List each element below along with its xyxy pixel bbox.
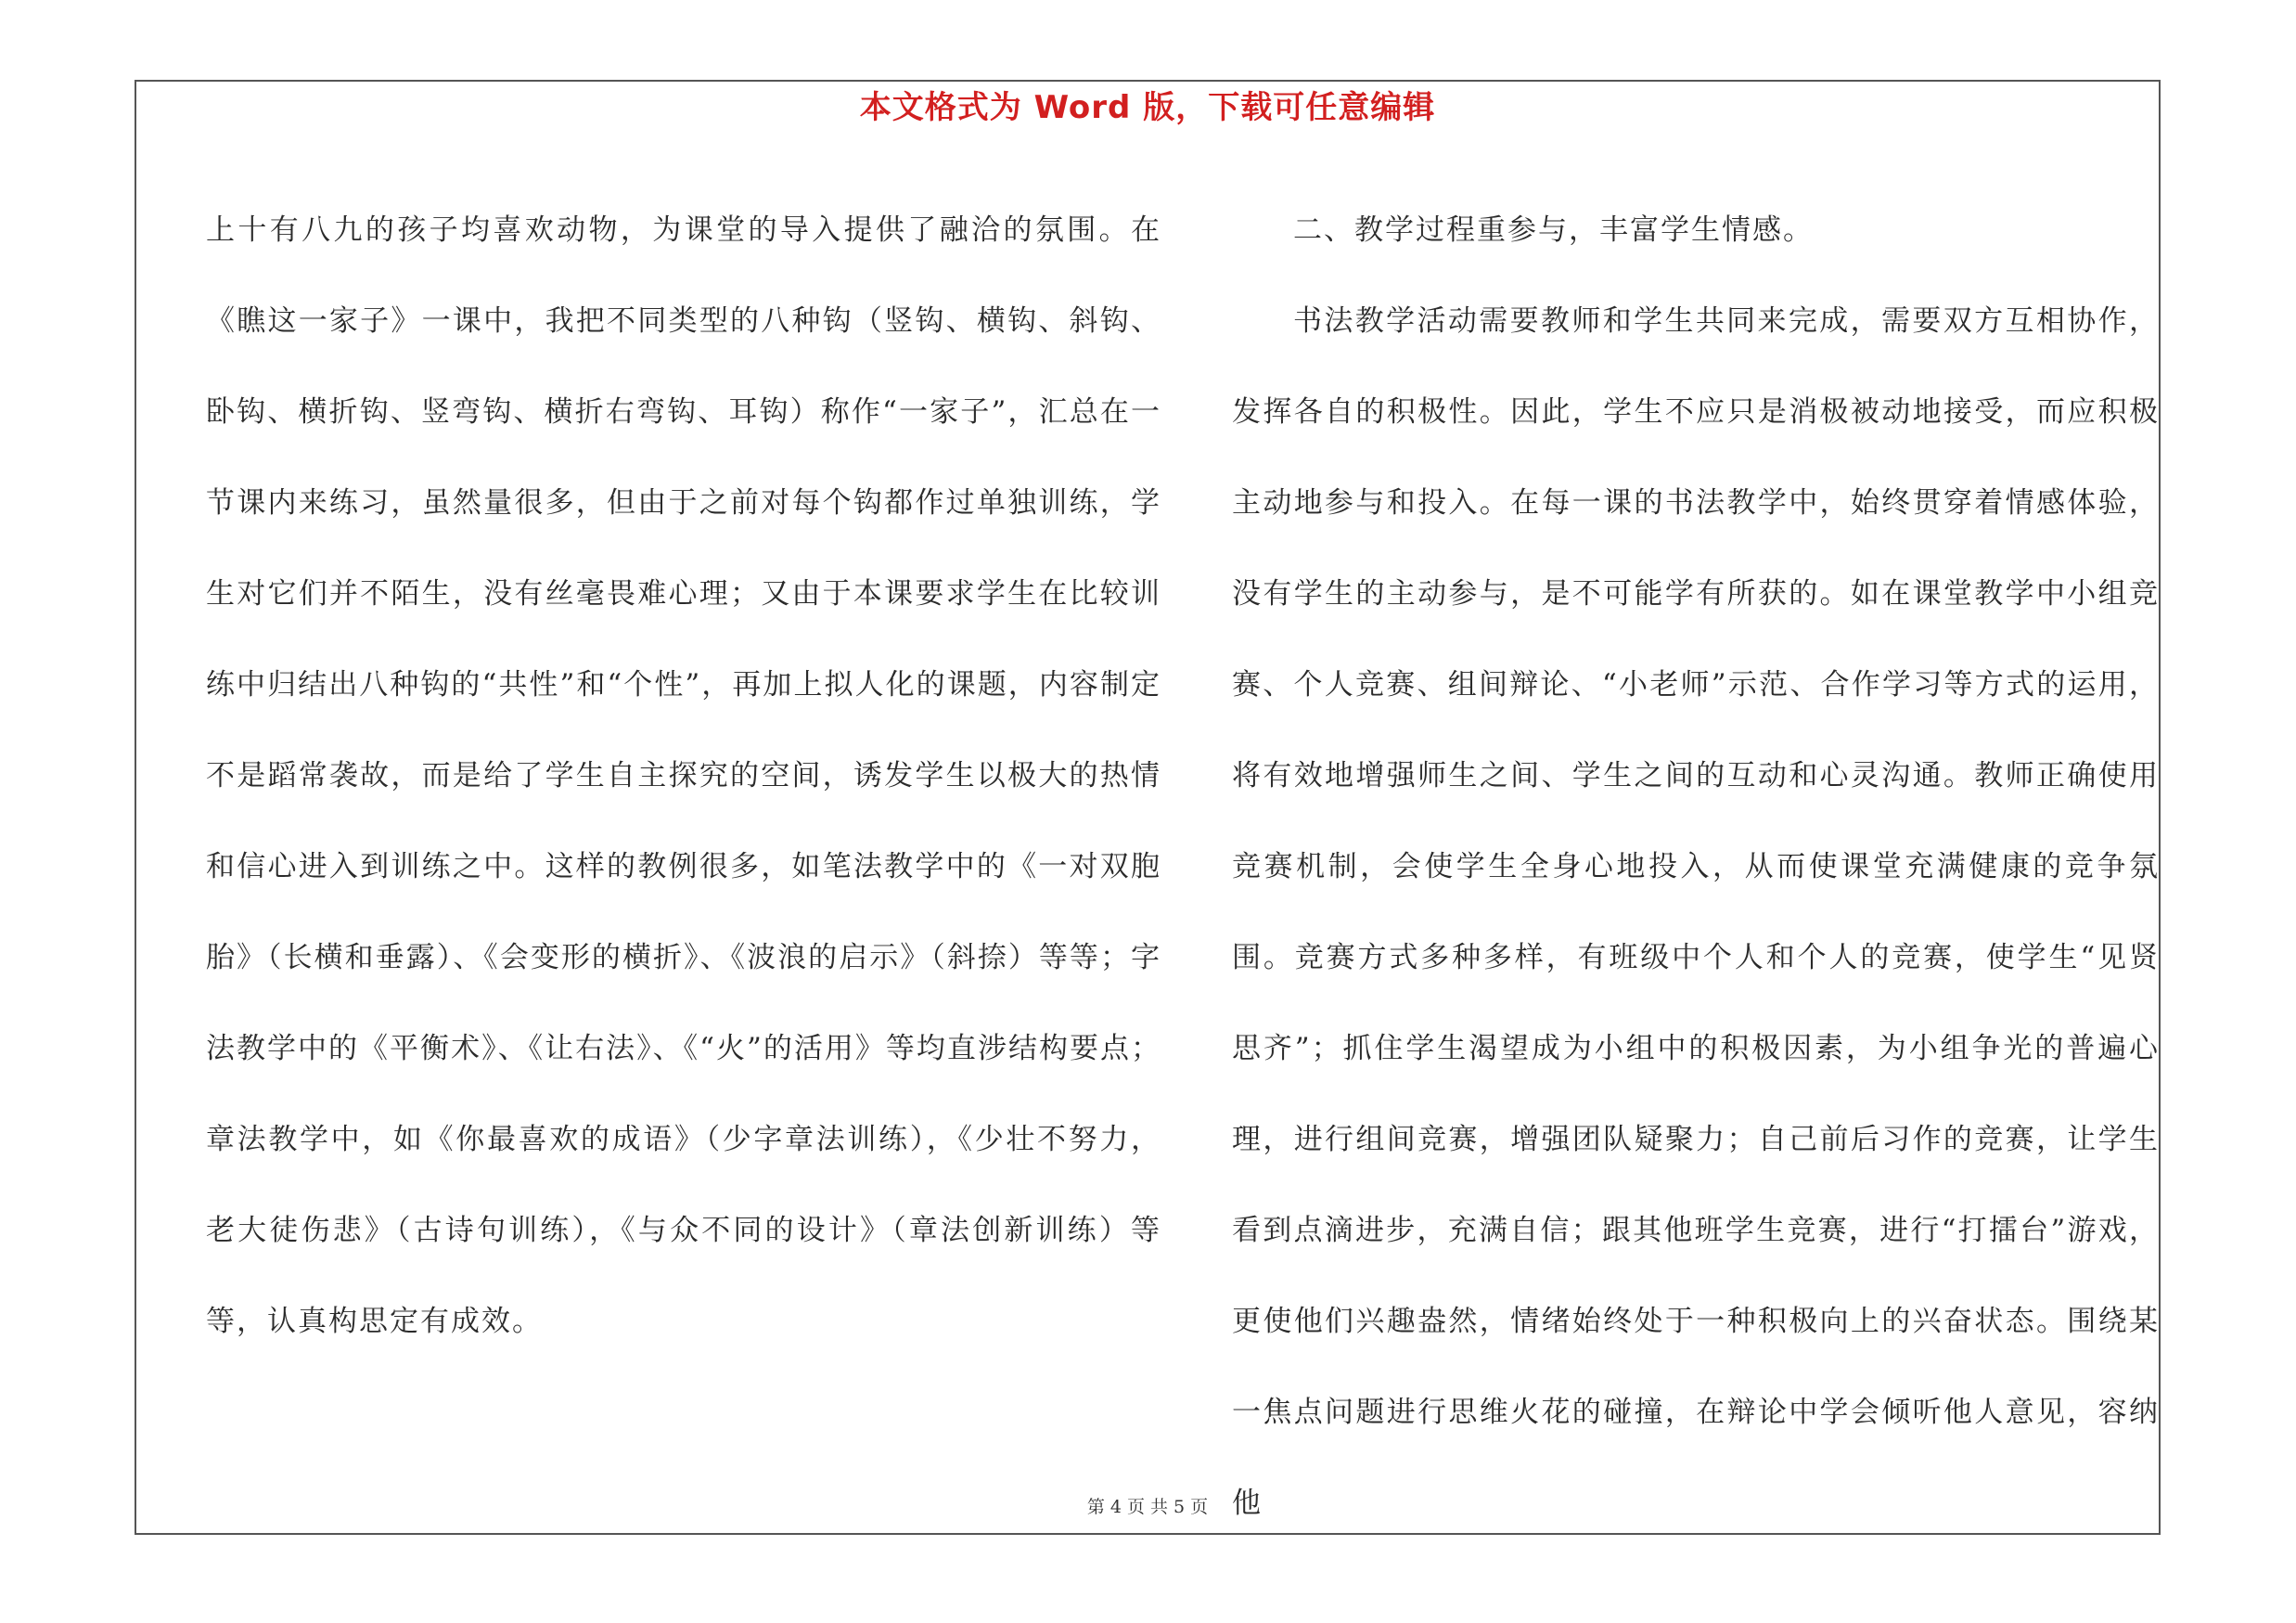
left-body-paragraph: 上十有八九的孩子均喜欢动物，为课堂的导入提供了融洽的氛围。在《瞧这一家子》一课中，我把不同类型的八种钩（竖钩、横钩、斜钩、卧钩、横折钩、竖弯钩、横折右弯钩、耳钩）称作“一家子”，汇总在一节课内来练习，虽然量很多，但由于之前对每个钩都作过单独训练，学生对它们并不陌生，没有丝毫畏难心理；又由于本课要求学生在比较训练中归结出八种钩的“共性”和“个性”，再加上拟人化的课题，内容制定不是蹈常袭故，而是给了学生自主探究的空间，诱发学生以极大的热情和信心进入到训练之中。这样的教例很多，如笔法教学中的《一对双胞胎》（长横和垂露）、《会变形的横折》、《波浪的启示》（斜捺）等等；字法教学中的《平衡术》、《让右法》、《“火”的活用》等均直涉结构要点；章法教学中，如《你最喜欢的成语》（少字章法训练），《少壮不努力，老大徒伤悲》（古诗句训练），《与众不同的设计》（章法创新训练）等等，认真构思定有成效。: [206, 213, 1161, 1338]
left-column: [206, 185, 1161, 1367]
right-body-paragraph: 书法教学活动需要教师和学生共同来完成，需要双方互相协作，发挥各自的积极性。因此，学生不应只是消极被动地接受，而应积极主动地参与和投入。在每一课的书法教学中，始终贯穿着情感体验，没有学生的主动参与，是不可能学有所获的。如在课堂教学中小组竞赛、个人竞赛、组间辩论、“小老师”示范、合作学习等方式的运用，将有效地增强师生之间、学生之间的互动和心灵沟通。教师正确使用竞赛机制，会使学生全身心地投入，从而使课堂充满健康的竞争氛围。竞赛方式多种多样，有班级中个人和个人的竞赛，使学生“见贤思齐”；抓住学生渴望成为小组中的积极因素，为小组争光的普遍心理，进行组间竞赛，增强团队疑聚力；自己前后习作的竞赛，让学生看到点滴进步，充满自信；跟其他班学生竞赛，进行“打擂台”游戏，更使他们兴趣盎然，情绪始终处于一种积极向上的兴奋状态。围绕某一焦点问题进行思维火花的碰撞，在辩论中学会倾听他人意见，容纳他: [1232, 304, 2160, 1520]
page-number: 第 4 页 共 5 页: [1086, 1497, 1209, 1517]
right-column: [1232, 185, 2160, 1549]
section-heading: 二、教学过程重参与，丰富学生情感。: [1293, 213, 1814, 247]
format-banner: 本文格式为 Word 版，下载可任意编辑: [859, 89, 1436, 126]
